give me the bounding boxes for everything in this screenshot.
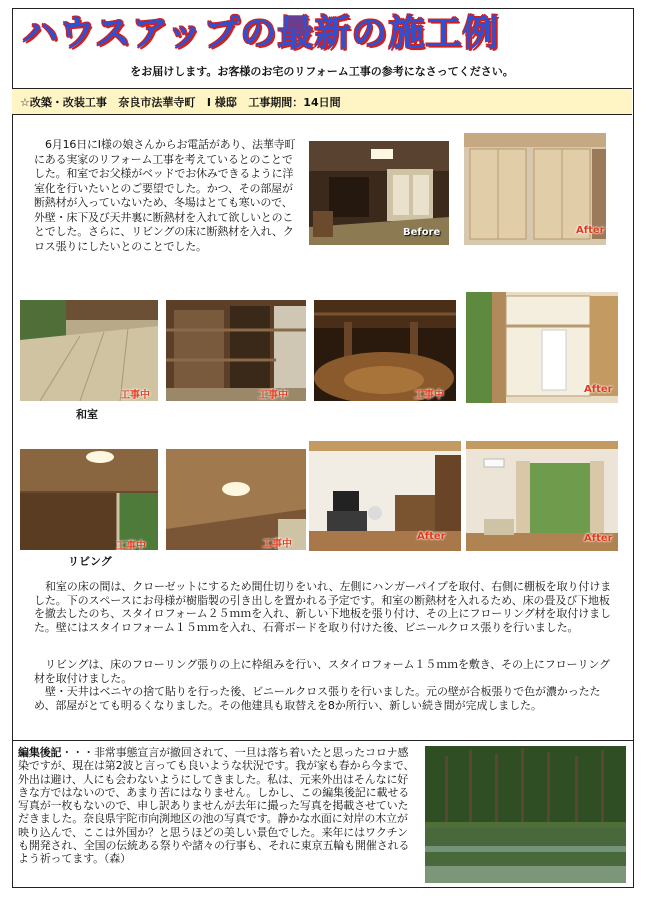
photo-pond-forest xyxy=(425,746,626,883)
photo-washitsu-wall-progress xyxy=(166,300,306,401)
editor-note-text: ・・・非常事態宣言が撤回されて、一旦は落ち着いたと思ったコロナ感染ですが、現在は第2波と言っても良いような状況です。我が家も春から今まで、外出は避け、人にも会わないようにしてきました。私は、元来外出はそんなに好きな方ではないので、あまり苦にはなりません。しかし、この編集後記に載せる写真が一枚もないので、申し訳ありませんが去年に撮った写真を掲載させていただきました。奈良県宇陀市向渕地区の池の写真です。静かな水面に対岸の木立が映り込んで、ここは外国か？と思うほどの美しい景色でした。来年にはワクチンも開発され、全国の伝統ある祭りや諸々の行事も、それに東京五輪も開催されるよう祈ってます。（森） xyxy=(18,746,415,866)
body-paragraph-living: リビングは、床のフローリング張りの上に枠組みを行い、スタイロフォーム１５ｍｍを敷き、その上にフローリング材を取付けました。 xyxy=(34,658,610,685)
project-location: 奈良市法華寺町 xyxy=(118,96,196,109)
photo-washitsu-floor-progress xyxy=(20,300,158,401)
progress-tag: 工事中 xyxy=(116,541,146,550)
project-info-bar xyxy=(12,88,632,115)
progress-tag: 工事中 xyxy=(258,390,288,401)
project-category: ☆改築・改装工事 xyxy=(20,96,107,109)
section-divider xyxy=(12,740,633,741)
photo-living-after-tv xyxy=(309,441,461,551)
after-tag: After xyxy=(576,225,605,236)
photo-washitsu-after-shelves xyxy=(466,292,618,403)
before-tag: Before xyxy=(403,227,441,238)
caption-living: リビング xyxy=(68,555,112,568)
photo-living-after-window xyxy=(466,441,618,551)
editor-note-label: 編集後記 xyxy=(18,746,62,759)
body-paragraph-washitsu: 和室の床の間は、クローゼットにするため間仕切りをいれ、左側にハンガーパイプを取付、右側に棚板を取り付けました。下のスペースにお母様が樹脂製の引き出しを置かれる予定です。和室の断熱材を入れるため、床の畳及び下地板を撤去したのち、スタイロフォーム２５ｍｍを入れ、新しい下地板を張り付け、その上にフローリング材を取付けました。壁にはスタイロフォーム１５ｍｍを入れ、石膏ボードを取り付けた後、ビニールクロス張りを行いました。 xyxy=(34,580,612,634)
after-tag: After xyxy=(584,533,613,544)
photo-washitsu-after-closet xyxy=(464,133,606,245)
project-client: I 様邸 xyxy=(206,96,237,109)
after-tag: After xyxy=(584,384,613,395)
caption-washitsu: 和室 xyxy=(76,408,98,421)
body-paragraph-walls: 壁・天井はベニヤの捨て貼りを行った後、ビニールクロス張りを行いました。元の壁が合板張りで色が濃かったため、部屋がとても明るくなりました。その他建具も取替えを8か所行い、新しい続き間が完成しました。 xyxy=(34,685,601,712)
after-tag: After xyxy=(417,531,446,542)
photo-living-light-progress xyxy=(166,449,306,550)
progress-tag: 工事中 xyxy=(414,390,444,401)
page-subtitle: をお届けします。お客様のお宅のリフォーム工事の参考になさってください。 xyxy=(130,65,514,78)
progress-tag: 工事中 xyxy=(262,539,292,550)
photo-washitsu-before xyxy=(309,141,449,245)
page-title: ハウスアップの最新の施工例 xyxy=(22,13,500,54)
editor-note xyxy=(18,746,418,866)
intro-text: 6月16日にI様の娘さんからお電話があり、法華寺町にある実家のリフォーム工事を考えているとのことでした。和室でお父様がベッドでお休みできるように洋室化を行いたいとのご要望でした。かつ、その部屋が断熱材が入っていないため、冬場はとても寒いので、外壁・床下及び天井裏に断熱材を入れて欲しいとのことでした。さらに、リビングの床に断熱材を入れ、クロス張りにしたいとのことでした。 xyxy=(34,138,296,253)
progress-tag: 工事中 xyxy=(120,390,150,401)
photo-living-ceiling-progress xyxy=(20,449,158,550)
photo-washitsu-underfloor-progress xyxy=(314,300,456,401)
project-period: 工事期間：14日間 xyxy=(248,96,341,109)
